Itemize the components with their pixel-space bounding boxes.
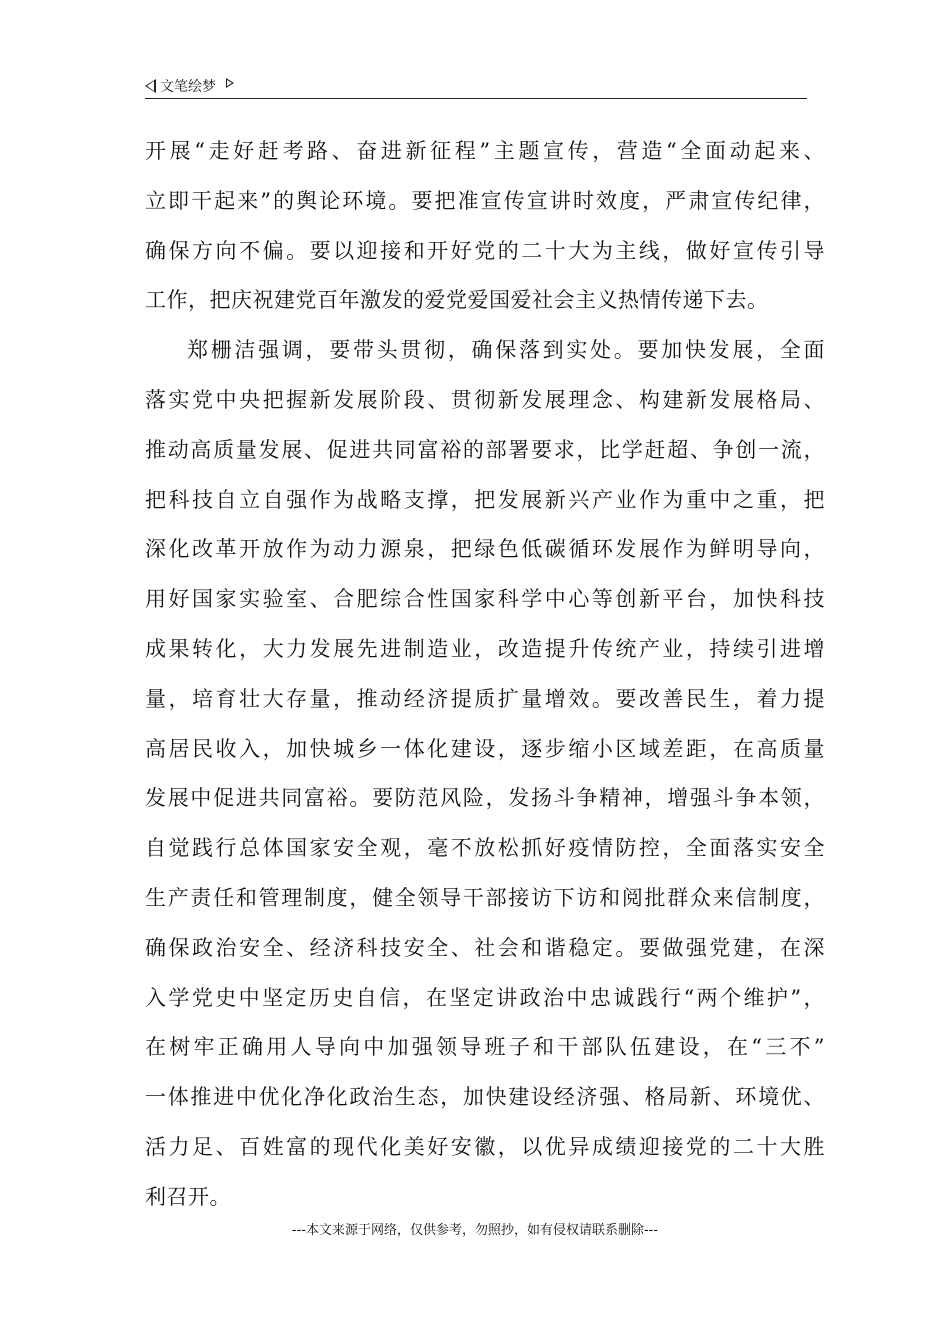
text-line: 利召开。 [145, 1184, 231, 1209]
text-line: 入学党史中坚定历史自信，在坚定讲政治中忠诚践行“两个维护”， [145, 985, 825, 1010]
text-line: 确保政治安全、经济科技安全、社会和谐稳定。要做强党建，在深 [145, 935, 825, 960]
text-line: 发展中促进共同富裕。要防范风险，发扬斗争精神，增强斗争本领， [145, 786, 825, 811]
text-line: 高居民收入，加快城乡一体化建设，逐步缩小区域差距，在高质量 [145, 736, 825, 761]
text-line: 量，培育壮大存量，推动经济提质扩量增效。要改善民生，着力提 [145, 686, 825, 711]
text-line: 确保方向不偏。要以迎接和开好党的二十大为主线，做好宣传引导 [145, 238, 825, 263]
text-line: 把科技自立自强作为战略支撑，把发展新兴产业作为重中之重，把 [145, 487, 825, 512]
footer-disclaimer: ---本文来源于网络，仅供参考，勿照抄，如有侵权请联系删除--- [291, 1223, 659, 1238]
text-line: 成果转化，大力发展先进制造业，改造提升传统产业，持续引进增 [145, 636, 825, 661]
text-line: 生产责任和管理制度，健全领导干部接访下访和阅批群众来信制度， [145, 885, 825, 910]
text-line: 一体推进中优化净化政治生态，加快建设经济强、格局新、环境优、 [145, 1085, 825, 1110]
left-triangle-icon [145, 79, 156, 93]
text-line: 自觉践行总体国家安全观，毫不放松抓好疫情防控，全面落实安全 [145, 836, 825, 861]
text-line: 立即干起来”的舆论环境。要把准宣传宣讲时效度，严肃宣传纪律， [145, 188, 825, 213]
paragraph-start-line: 郑栅洁强调，要带头贯彻，确保落到实处。要加快发展，全面 [187, 338, 825, 363]
right-triangle-icon [226, 78, 234, 88]
text-line: 用好国家实验室、合肥综合性国家科学中心等创新平台，加快科技 [145, 587, 825, 612]
text-line: 开展“走好赶考路、奋进新征程”主题宣传，营造“全面动起来、 [145, 139, 825, 163]
header-brand: 文笔绘梦 [160, 79, 216, 95]
text-line: 工作，把庆祝建党百年激发的爱党爱国爱社会主义热情传递下去。 [145, 288, 769, 313]
page-header [145, 74, 807, 99]
text-line: 活力足、百姓富的现代化美好安徽，以优异成绩迎接党的二十大胜 [145, 1134, 825, 1159]
text-line: 推动高质量发展、促进共同富裕的部署要求，比学赶超、争创一流， [145, 437, 825, 462]
text-line: 在树牢正确用人导向中加强领导班子和干部队伍建设，在“三不” [145, 1035, 825, 1060]
text-line: 落实党中央把握新发展阶段、贯彻新发展理念、构建新发展格局、 [145, 387, 825, 412]
text-line: 深化改革开放作为动力源泉，把绿色低碳循环发展作为鲜明导向， [145, 537, 825, 562]
article-body [145, 127, 825, 1223]
